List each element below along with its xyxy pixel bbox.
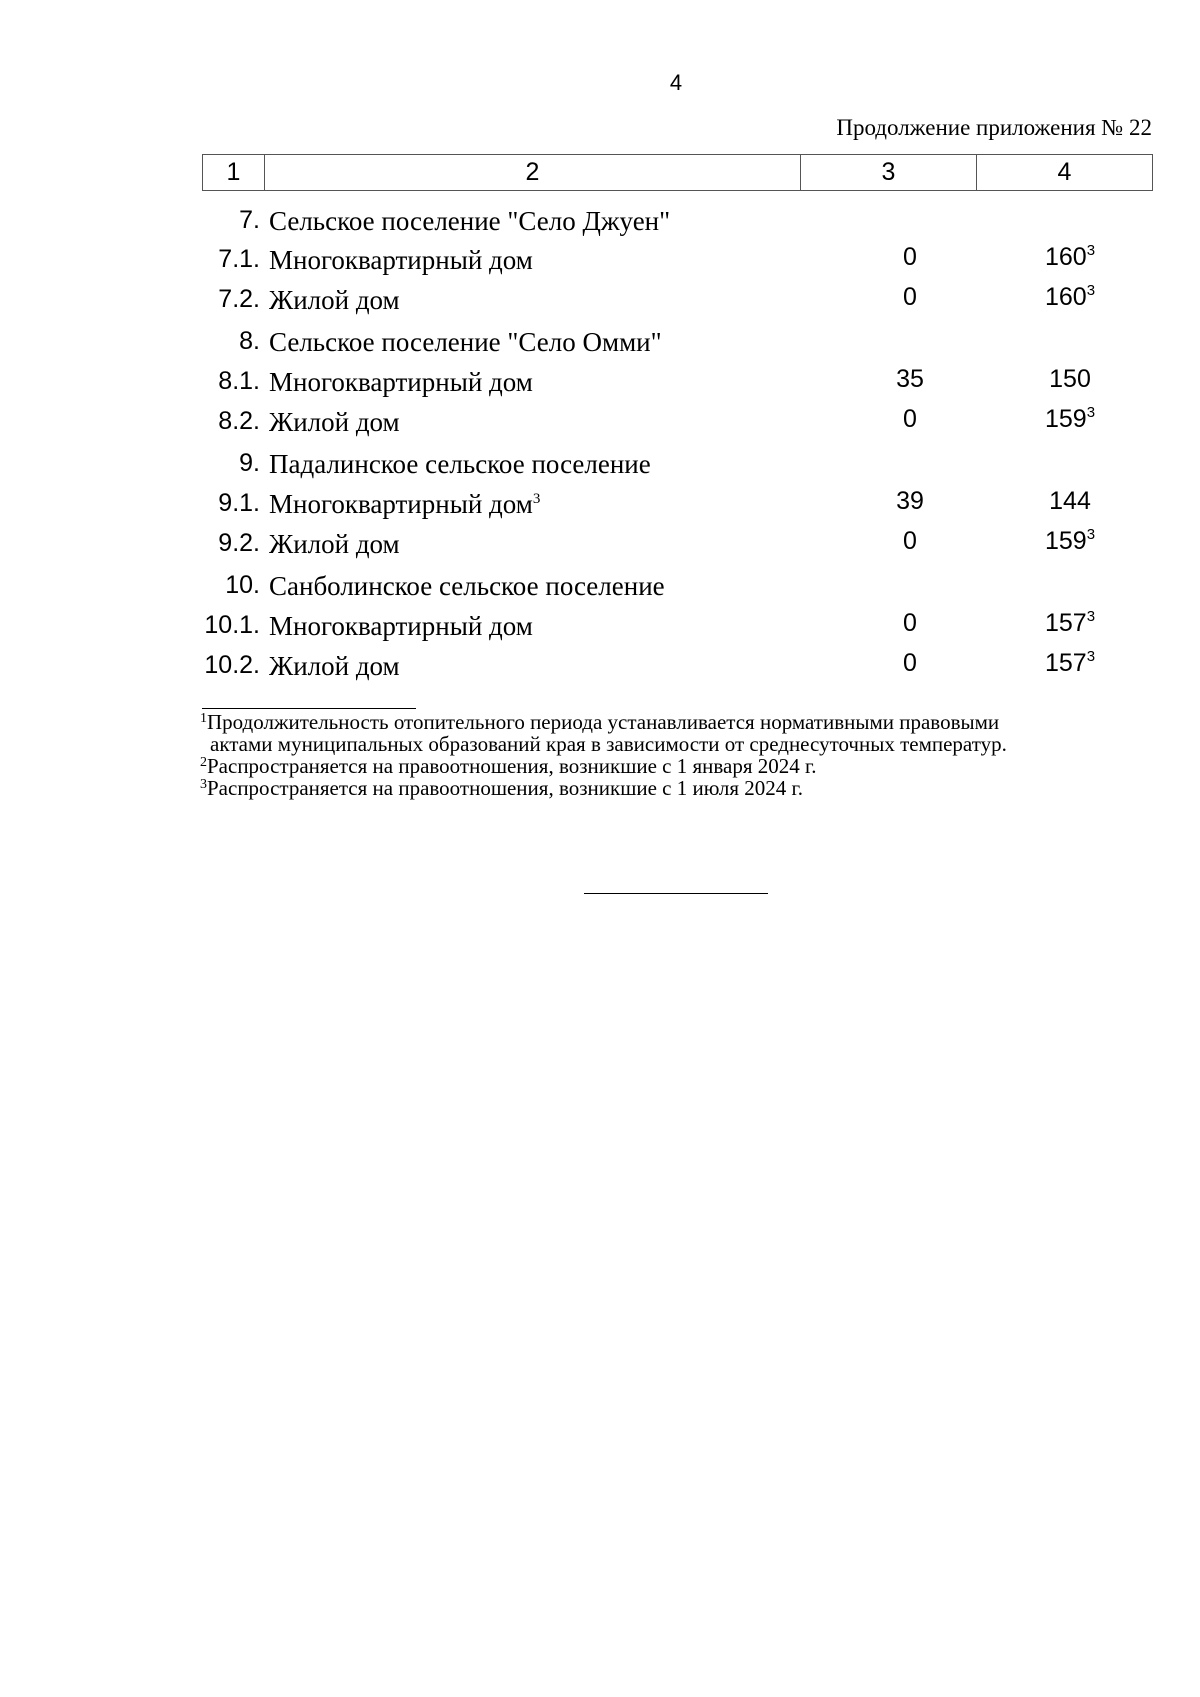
row-value-col4: 144 [1049, 487, 1091, 515]
table-row [0, 365, 1200, 405]
row-number: 8.1. [218, 367, 260, 395]
footnote-3: $^3$Распространяется на правоотношения, возникшие с 1 июля 2024 г. [200, 776, 804, 800]
column-header-4: 4 [977, 155, 1153, 191]
row-number: 10.1. [204, 611, 260, 639]
table-row [0, 283, 1200, 323]
row-number: 8. [239, 327, 260, 355]
table-row [0, 649, 1200, 689]
footnote-2: $^2$Распространяется на правоотношения, возникшие с 1 января 2024 г. [200, 754, 817, 778]
row-value-col4: $159^3$ [1044, 526, 1096, 555]
row-name: Жилой дом [269, 407, 400, 437]
row-name: Сельское поселение "Село Джуен" [269, 206, 671, 236]
row-name: Многоквартирный дом$^3$ [269, 489, 541, 519]
row-number: 7. [239, 206, 260, 234]
row-value-col3: 0 [903, 243, 917, 271]
row-value-col4: $157^3$ [1044, 608, 1096, 637]
row-name: Падалинское сельское поселение [269, 449, 651, 479]
table-row [0, 243, 1200, 283]
row-value-col3: 0 [903, 527, 917, 555]
table-row [0, 609, 1200, 649]
table-row [0, 569, 1200, 609]
row-number: 9.2. [218, 529, 260, 557]
footnotes [200, 711, 1152, 799]
row-value-col3: 0 [903, 649, 917, 677]
page-number: 4 [669, 70, 683, 95]
row-name: Жилой дом [269, 285, 400, 315]
row-number: 9. [239, 449, 260, 477]
footnote-divider [202, 708, 416, 709]
table-row [0, 447, 1200, 487]
row-value-col3: 39 [896, 487, 924, 515]
table-header [202, 154, 1153, 191]
column-header-1: 1 [203, 155, 265, 191]
row-name: Сельское поселение "Село Омми" [269, 327, 662, 357]
row-name: Многоквартирный дом [269, 611, 533, 641]
row-number: 10.2. [204, 651, 260, 679]
row-number: 9.1. [218, 489, 260, 517]
footnote-1: $^1$Продолжительность отопительного периода устанавливается нормативными правовыми актами муниципальных образований края в зависимости от среднесуточных температур. [200, 710, 1007, 756]
row-value-col3: 35 [896, 365, 924, 393]
row-value-col3: 0 [903, 609, 917, 637]
row-value-col4: $160^3$ [1044, 242, 1096, 271]
row-value-col4: 150 [1049, 365, 1091, 393]
row-name: Жилой дом [269, 651, 400, 681]
row-value-col3: 0 [903, 283, 917, 311]
row-number: 7.2. [218, 285, 260, 313]
row-value-col3: 0 [903, 405, 917, 433]
table-row [0, 487, 1200, 527]
table-row [0, 204, 1200, 244]
row-name: Многоквартирный дом [269, 367, 533, 397]
row-value-col4: $157^3$ [1044, 648, 1096, 677]
table-row [0, 527, 1200, 567]
row-number: 7.1. [218, 245, 260, 273]
row-name: Жилой дом [269, 529, 400, 559]
row-number: 10. [225, 571, 260, 599]
row-name: Многоквартирный дом [269, 245, 533, 275]
row-value-col4: $159^3$ [1044, 404, 1096, 433]
column-header-2: 2 [265, 155, 801, 191]
appendix-heading: Продолжение приложения № 22 [836, 115, 1152, 140]
row-number: 8.2. [218, 407, 260, 435]
row-value-col4: $160^3$ [1044, 282, 1096, 311]
row-name: Санболинское сельское поселение [269, 571, 665, 601]
table-row [0, 325, 1200, 365]
end-divider [584, 893, 768, 894]
table-row [0, 405, 1200, 445]
column-header-3: 3 [801, 155, 977, 191]
